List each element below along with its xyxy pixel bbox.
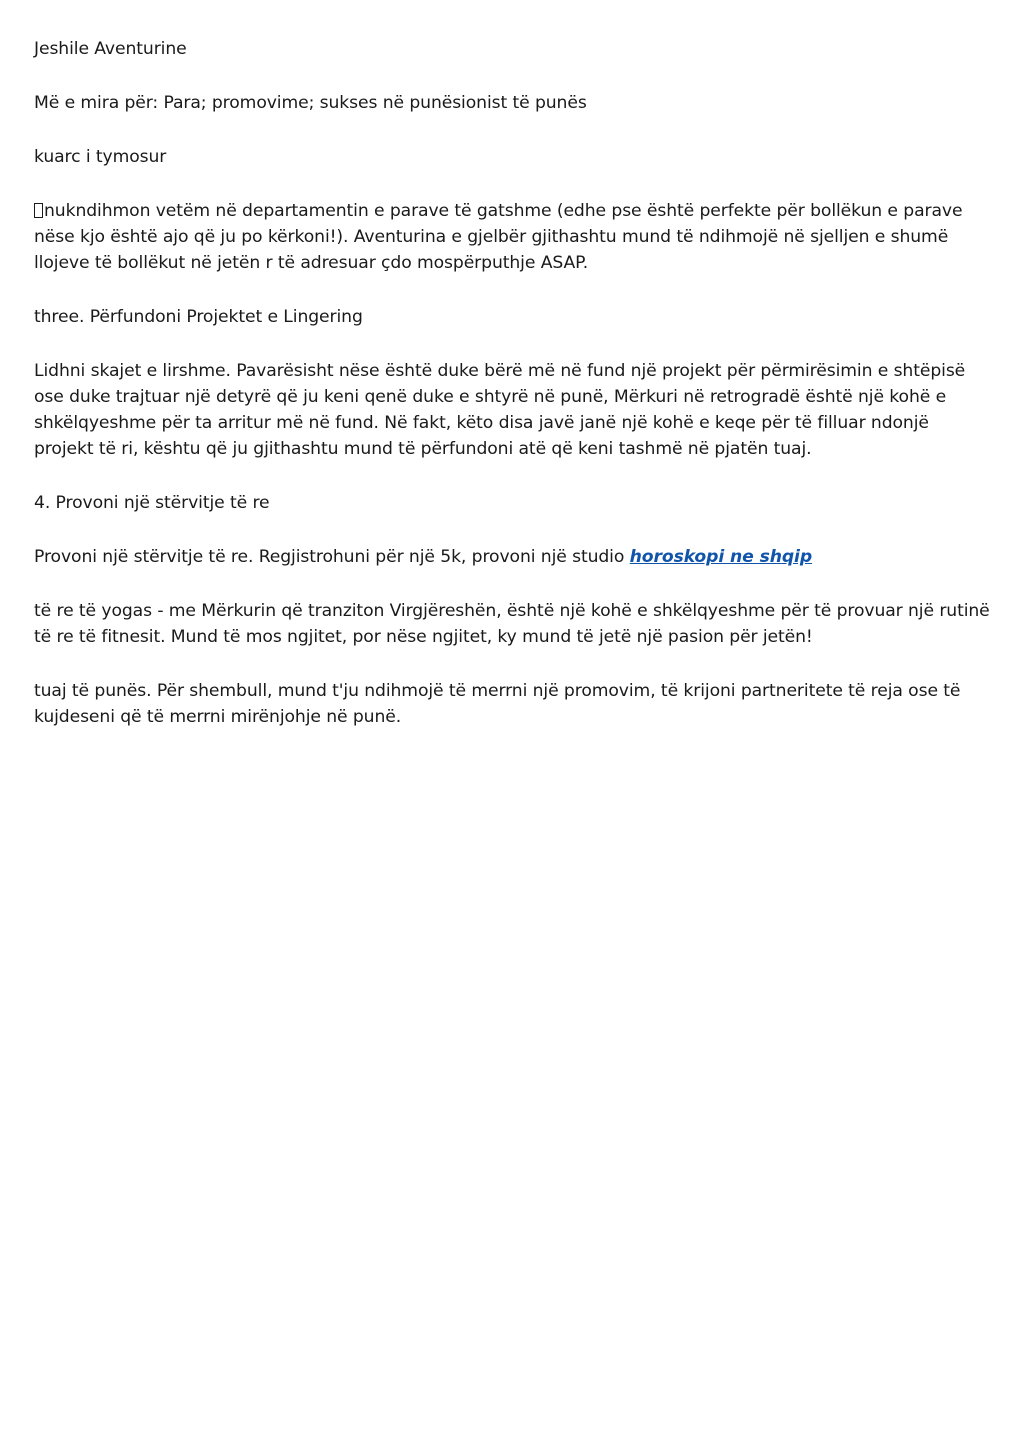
paragraph-career: tuaj të punës. Për shembull, mund t'ju ndihmojë të merrni një promovim, të krijoni partneritete të reja ose të kujdeseni që të merrni mirënjohje në punë. (34, 681, 961, 727)
paragraph-yoga: të re të yogas - me Mërkurin që tranziton Virgjëreshën, është një kohë e shkëlqyeshme për të provuar një rutinë të re të fitnesit. Mund të mos ngjitet, por nëse ngjitet, ky mund të jetë një pasion për jetën! (34, 601, 990, 647)
section-heading-3: three. Përfundoni Projektet e Lingering (34, 307, 363, 327)
missing-glyph-icon (34, 203, 43, 218)
paragraph-projects: Lidhni skajet e lirshme. Pavarësisht nëse është duke bërë më në fund një projekt për përmirësimin e shtëpisë ose duke trajtuar një detyrë që ju keni qenë duke e shtyrë në punë, Mërkuri në retrogradë është një kohë e shkëlqyeshme për ta arritur më në fund. Në fakt, këto disa javë janë një kohë e keqe për të filluar ndonjë projekt të ri, kështu që ju gjithashtu mund të përfundoni atë që keni tashmë në pjatën tuaj. (34, 361, 966, 459)
document-title: Jeshile Aventurine (34, 39, 187, 59)
paragraph-workout-text: Provoni një stërvitje të re. Regjistrohuni për një 5k, provoni një studio (34, 547, 630, 567)
paragraph-aventurine-prefix: nuk (44, 201, 76, 221)
paragraph-aventurine (34, 198, 990, 276)
best-for-line: Më e mira për: Para; promovime; sukses në punësionist të punës (34, 93, 587, 113)
subheading: kuarc i tymosur (34, 147, 167, 167)
horoscope-link[interactable]: horoskopi ne shqip (629, 547, 813, 567)
paragraph-workout (34, 544, 990, 570)
section-heading-4: 4. Provoni një stërvitje të re (34, 493, 270, 513)
paragraph-aventurine-text: ndihmon vetëm në departamentin e parave të gatshme (edhe pse është perfekte për bollëkun e parave nëse kjo është ajo që ju po kërkoni!). Aventurina e gjelbër gjithashtu mund të ndihmojë në sjelljen e shumë llojeve të bollëkut në jetën r të adresuar çdo mospërputhje ASAP. (34, 201, 963, 273)
